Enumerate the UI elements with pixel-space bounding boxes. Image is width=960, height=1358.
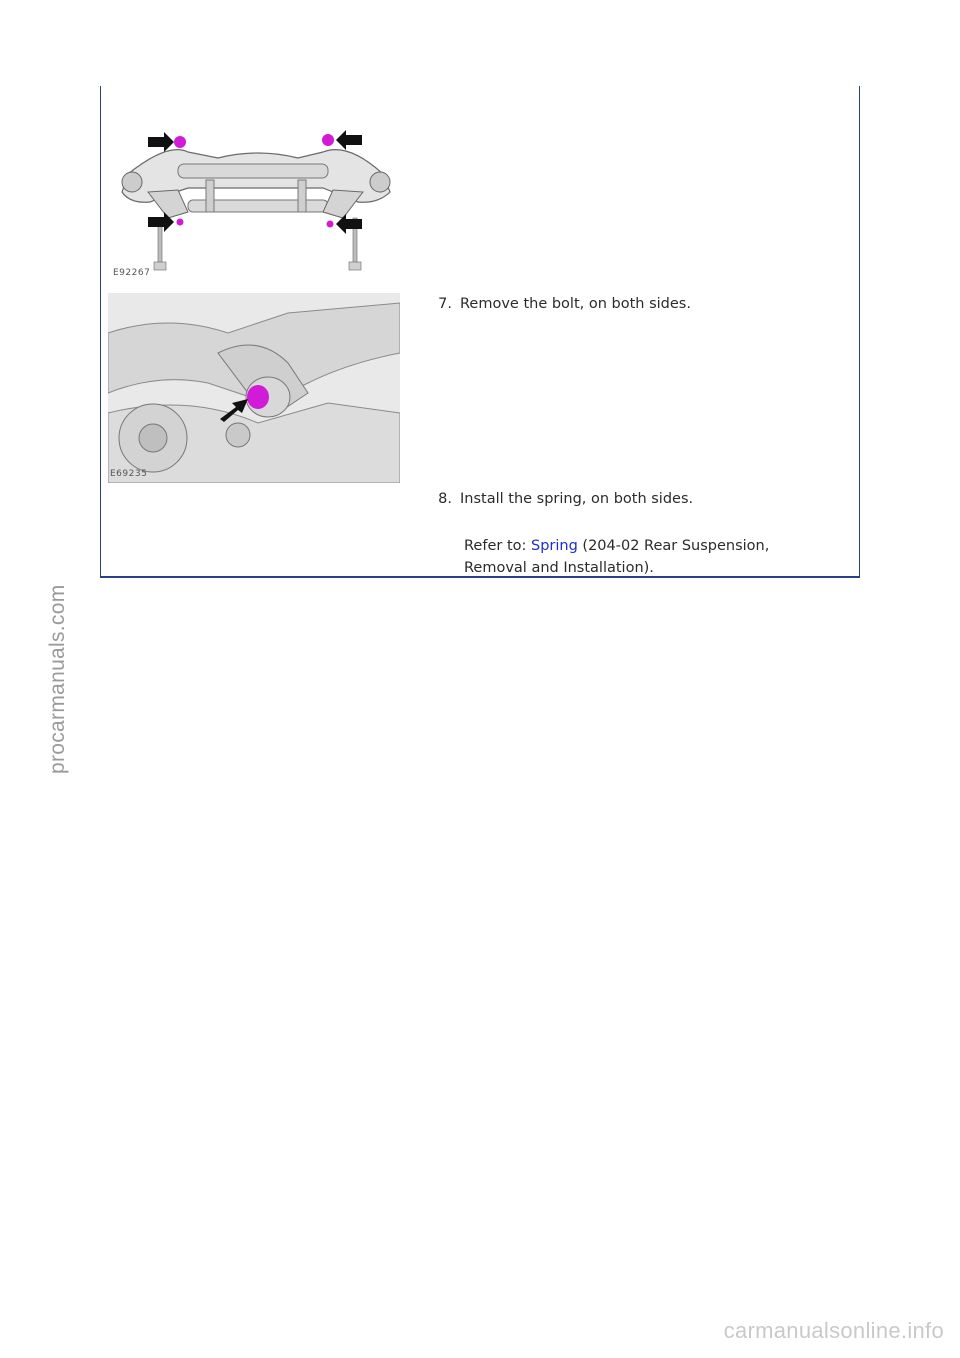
- step-number: 8.: [438, 491, 452, 507]
- step-text: Install the spring, on both sides.: [460, 491, 694, 507]
- side-watermark: procarmanuals.com: [46, 584, 69, 774]
- reference-suffix: (204-02 Rear Suspension,: [577, 538, 770, 554]
- subframe-illustration: [108, 122, 403, 280]
- reference-prefix: Refer to:: [464, 538, 531, 554]
- step-text: Remove the bolt, on both sides.: [460, 296, 691, 312]
- bushing-drawing: [108, 293, 400, 483]
- reference-line2: Removal and Installation).: [464, 560, 654, 576]
- step-8: [424, 491, 824, 511]
- step-7: [424, 296, 824, 316]
- spring-reference-link[interactable]: Spring: [531, 538, 578, 554]
- reference-note: [464, 535, 844, 579]
- subframe-drawing: [108, 122, 403, 280]
- figure-code: E69235: [110, 469, 148, 479]
- bottom-watermark: carmanualsonline.info: [723, 1318, 944, 1343]
- figure-code: E92267: [113, 268, 151, 278]
- step-number: 7.: [438, 296, 452, 312]
- bushing-illustration: [108, 293, 400, 483]
